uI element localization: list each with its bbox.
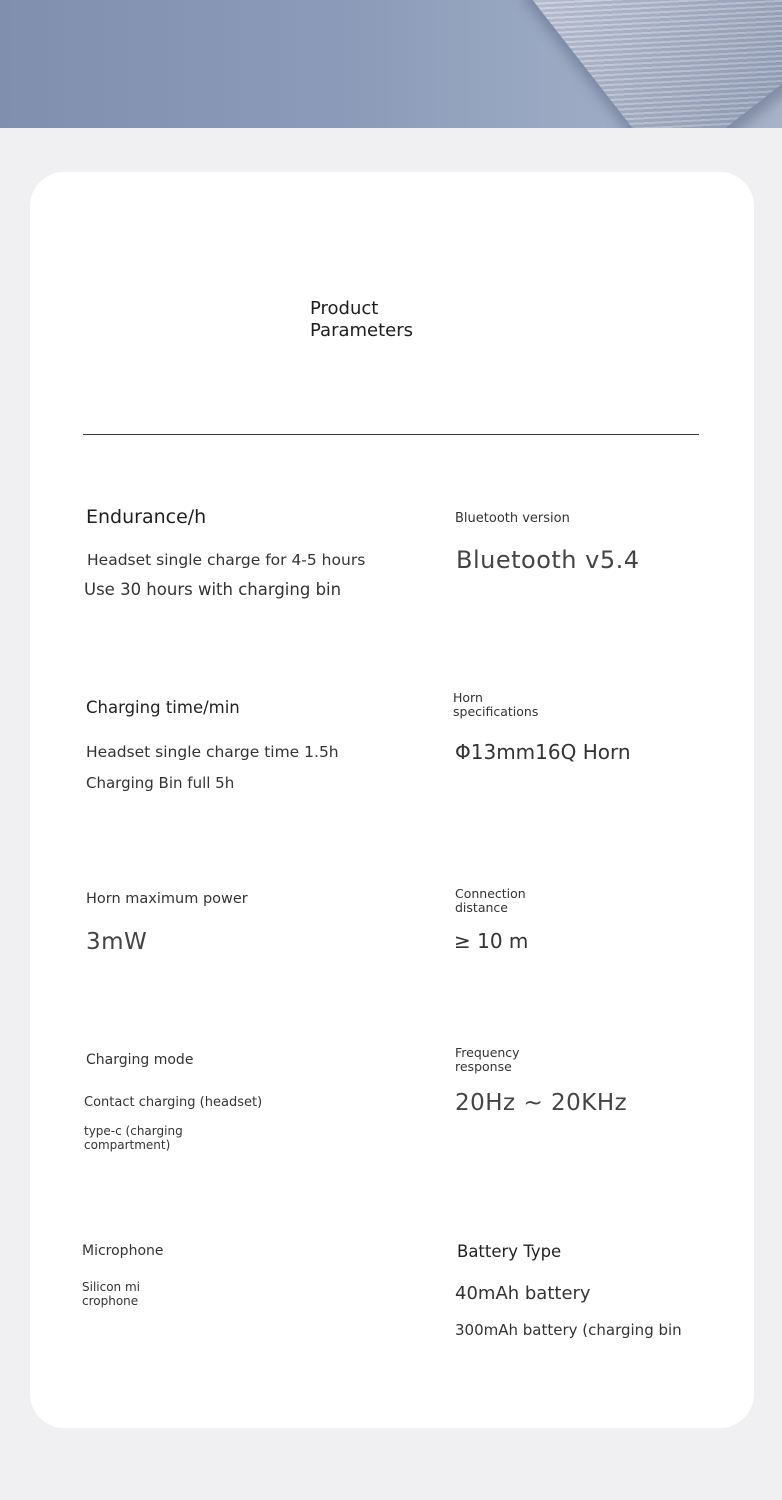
microphone-value bbox=[82, 1280, 140, 1308]
battery-label: Battery Type bbox=[457, 1242, 562, 1261]
horn-spec-value: Φ13mm16Q Horn bbox=[455, 740, 631, 764]
charging-time-line-1: Headset single charge time 1.5h bbox=[86, 743, 339, 761]
microphone-value-line-2: crophone bbox=[82, 1294, 139, 1308]
title-divider bbox=[83, 434, 699, 435]
charging-time-label: Charging time/min bbox=[86, 698, 240, 717]
bluetooth-label: Bluetooth version bbox=[455, 511, 570, 526]
charging-mode-line-2 bbox=[84, 1124, 183, 1152]
horn-spec-label-line-2: specifications bbox=[453, 704, 539, 719]
horn-power-value: 3mW bbox=[86, 929, 148, 955]
charging-mode-line-1: Contact charging (headset) bbox=[84, 1095, 263, 1110]
connection-label-line-2: distance bbox=[455, 900, 508, 915]
charging-mode-line-2a: type-c (charging bbox=[84, 1124, 183, 1138]
endurance-line-2: Use 30 hours with charging bin bbox=[84, 580, 342, 599]
endurance-line-1: Headset single charge for 4-5 hours bbox=[87, 551, 366, 569]
charging-mode-label: Charging mode bbox=[86, 1052, 194, 1068]
charging-time-line-2: Charging Bin full 5h bbox=[86, 774, 235, 792]
frequency-value: 20Hz ~ 20KHz bbox=[455, 1090, 628, 1116]
horn-spec-label-line-1: Horn bbox=[453, 690, 483, 705]
product-surface-texture bbox=[520, 0, 782, 128]
frequency-label bbox=[455, 1046, 520, 1074]
endurance-label: Endurance/h bbox=[86, 506, 207, 528]
connection-label-line-1: Connection bbox=[455, 886, 526, 901]
horn-power-label: Horn maximum power bbox=[86, 891, 248, 907]
horn-spec-label bbox=[453, 691, 538, 719]
frequency-label-line-2: response bbox=[455, 1059, 512, 1074]
title-line-1: Product bbox=[310, 298, 379, 319]
microphone-label: Microphone bbox=[82, 1243, 164, 1259]
hero-banner-image bbox=[0, 0, 782, 128]
connection-label bbox=[455, 887, 526, 915]
battery-line-2: 300mAh battery (charging bin bbox=[455, 1321, 682, 1339]
microphone-value-line-1: Silicon mi bbox=[82, 1280, 141, 1294]
parameters-card bbox=[30, 172, 754, 1428]
title-line-2: Parameters bbox=[310, 320, 414, 341]
bluetooth-value: Bluetooth v5.4 bbox=[456, 546, 640, 574]
charging-mode-line-2b: compartment) bbox=[84, 1138, 171, 1152]
frequency-label-line-1: Frequency bbox=[455, 1045, 520, 1060]
page-title bbox=[310, 298, 450, 342]
battery-line-1: 40mAh battery bbox=[455, 1283, 591, 1304]
connection-value: ≥ 10 m bbox=[454, 929, 529, 953]
